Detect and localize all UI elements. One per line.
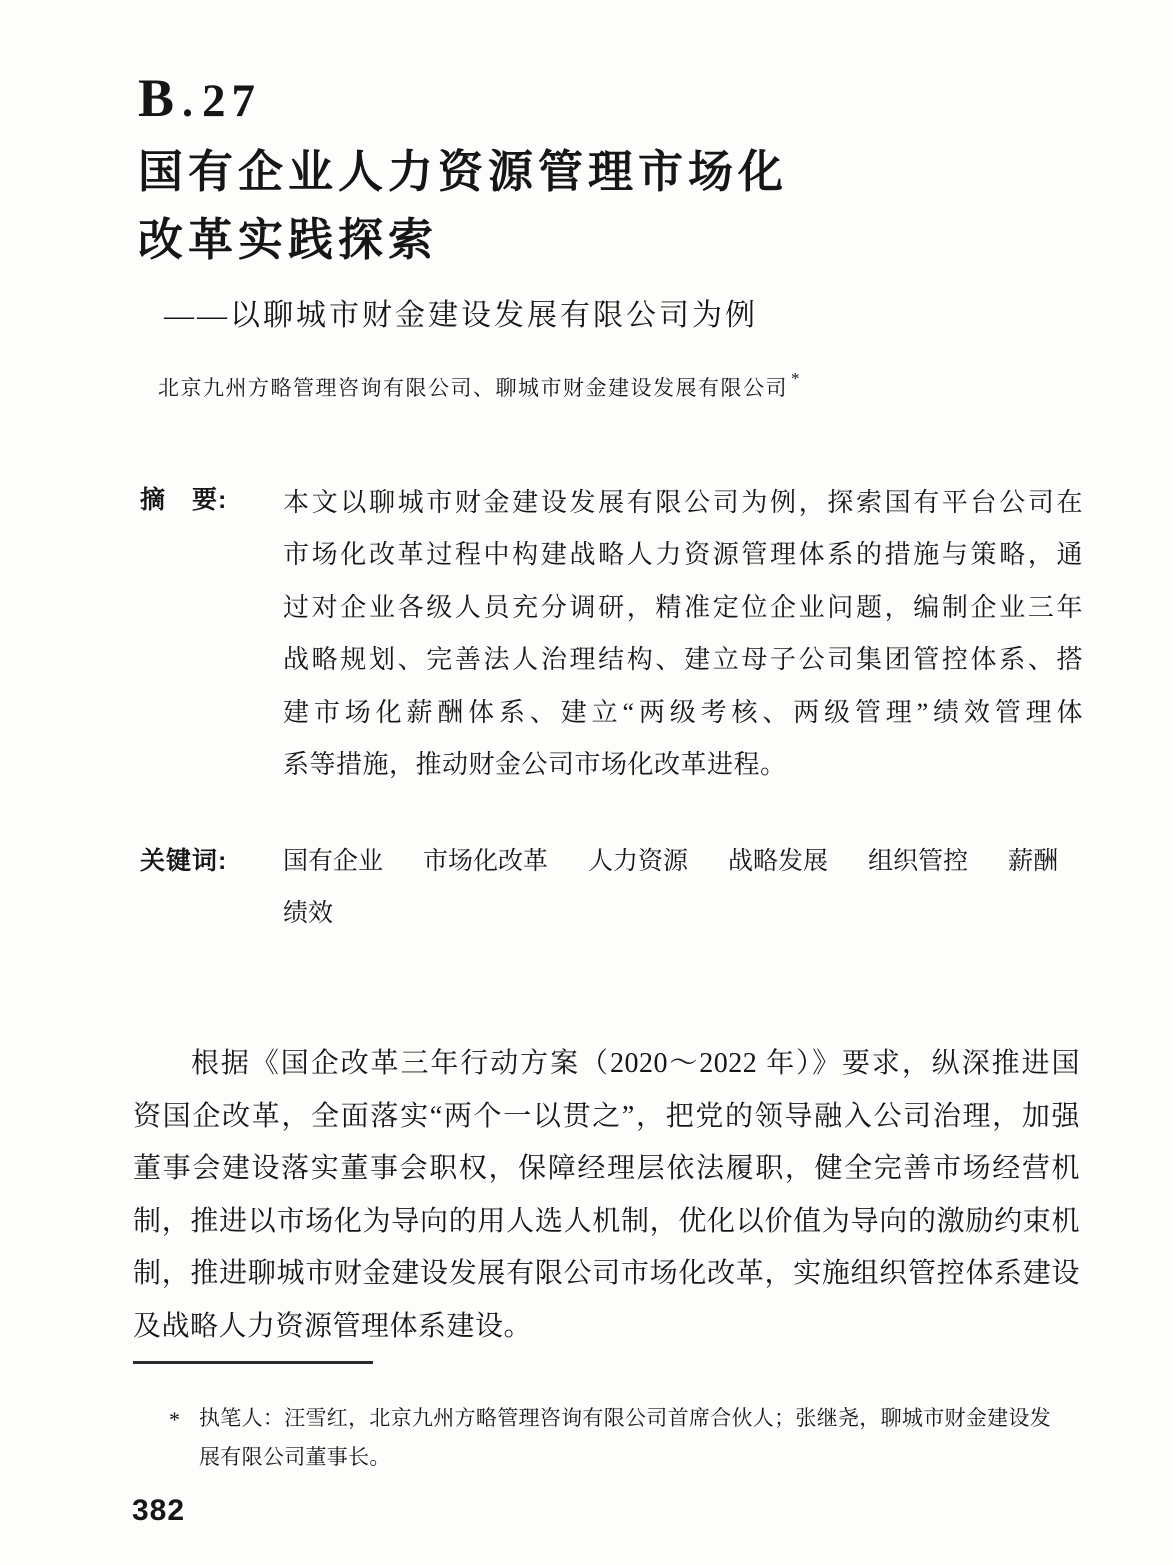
keyword-item: 国有企业 bbox=[283, 848, 384, 875]
abstract-label: 摘 要: bbox=[140, 486, 228, 514]
keyword-item: 市场化改革 bbox=[423, 848, 549, 875]
chapter-number bbox=[138, 68, 261, 142]
keywords-row-1 bbox=[283, 841, 1103, 877]
page-subtitle: ——以聊城市财金建设发展有限公司为例 bbox=[164, 299, 758, 332]
abstract-line: 本文以聊城市财金建设发展有限公司为例，探索国有平台公司在 bbox=[283, 488, 1083, 517]
body-line: 资国企改革，全面落实“两个一以贯之”，把党的领导融入公司治理，加强 bbox=[133, 1100, 1080, 1132]
chapter-series-letter: B bbox=[138, 68, 177, 128]
keyword-item: 人力资源 bbox=[588, 848, 689, 875]
keywords-label: 关键词: bbox=[140, 847, 228, 875]
body-line: 制，推进聊城市财金建设发展有限公司市场化改革，实施组织管控体系建设 bbox=[133, 1258, 1080, 1289]
page-number: 382 bbox=[132, 1494, 186, 1527]
abstract-line: 建市场化薪酬体系、建立“两级考核、两级管理”绩效管理体 bbox=[283, 697, 1083, 727]
footnote-divider bbox=[133, 1361, 373, 1364]
body-line: 董事会建设落实董事会职权，保障经理层依法履职，健全完善市场经营机 bbox=[133, 1153, 1080, 1184]
keyword-item: 战略发展 bbox=[728, 848, 829, 875]
body-paragraph bbox=[133, 1038, 1080, 1353]
abstract-line: 过对企业各级人员充分调研，精准定位企业问题，编制企业三年 bbox=[283, 592, 1083, 622]
author-line bbox=[158, 369, 801, 402]
abstract-line: 系等措施，推动财金公司市场化改革进程。 bbox=[283, 750, 787, 780]
footnote-marker: * bbox=[169, 1407, 181, 1432]
footnote-text bbox=[199, 1399, 1099, 1477]
keyword-item: 薪酬 bbox=[1008, 848, 1059, 875]
body-line: 制，推进以市场化为导向的用人选人机制，优化以价值为导向的激励约束机 bbox=[133, 1205, 1080, 1237]
keywords-row-2 bbox=[283, 893, 333, 929]
author-names: 北京九州方略管理咨询有限公司、聊城市财金建设发展有限公司 bbox=[158, 376, 788, 400]
page-title bbox=[138, 138, 788, 274]
body-line: 根据《国企改革三年行动方案（2020～2022 年）》要求，纵深推进国 bbox=[191, 1048, 1080, 1079]
abstract-line: 战略规划、完善法人治理结构、建立母子公司集团管控体系、搭 bbox=[283, 645, 1083, 675]
abstract-text bbox=[283, 477, 1083, 791]
keyword-item: 绩效 bbox=[283, 900, 334, 927]
chapter-series-dot: . bbox=[182, 77, 194, 126]
footnote bbox=[169, 1399, 1099, 1477]
footnote-line: 执笔人：汪雪红，北京九州方略管理咨询有限公司首席合伙人；张继尧，聊城市财金建设发 bbox=[199, 1406, 1051, 1430]
abstract-line: 市场化改革过程中构建战略人力资源管理体系的措施与策略，通 bbox=[283, 540, 1083, 570]
keyword-item: 组织管控 bbox=[868, 848, 969, 875]
body-line: 及战略人力资源管理体系建设。 bbox=[133, 1310, 533, 1342]
chapter-series-number: 27 bbox=[202, 75, 262, 127]
author-footnote-marker: * bbox=[791, 369, 801, 388]
footnote-line: 展有限公司董事长。 bbox=[199, 1445, 391, 1469]
title-line-2: 改革实践探索 bbox=[138, 215, 439, 265]
title-line-1: 国有企业人力资源管理市场化 bbox=[138, 147, 789, 197]
